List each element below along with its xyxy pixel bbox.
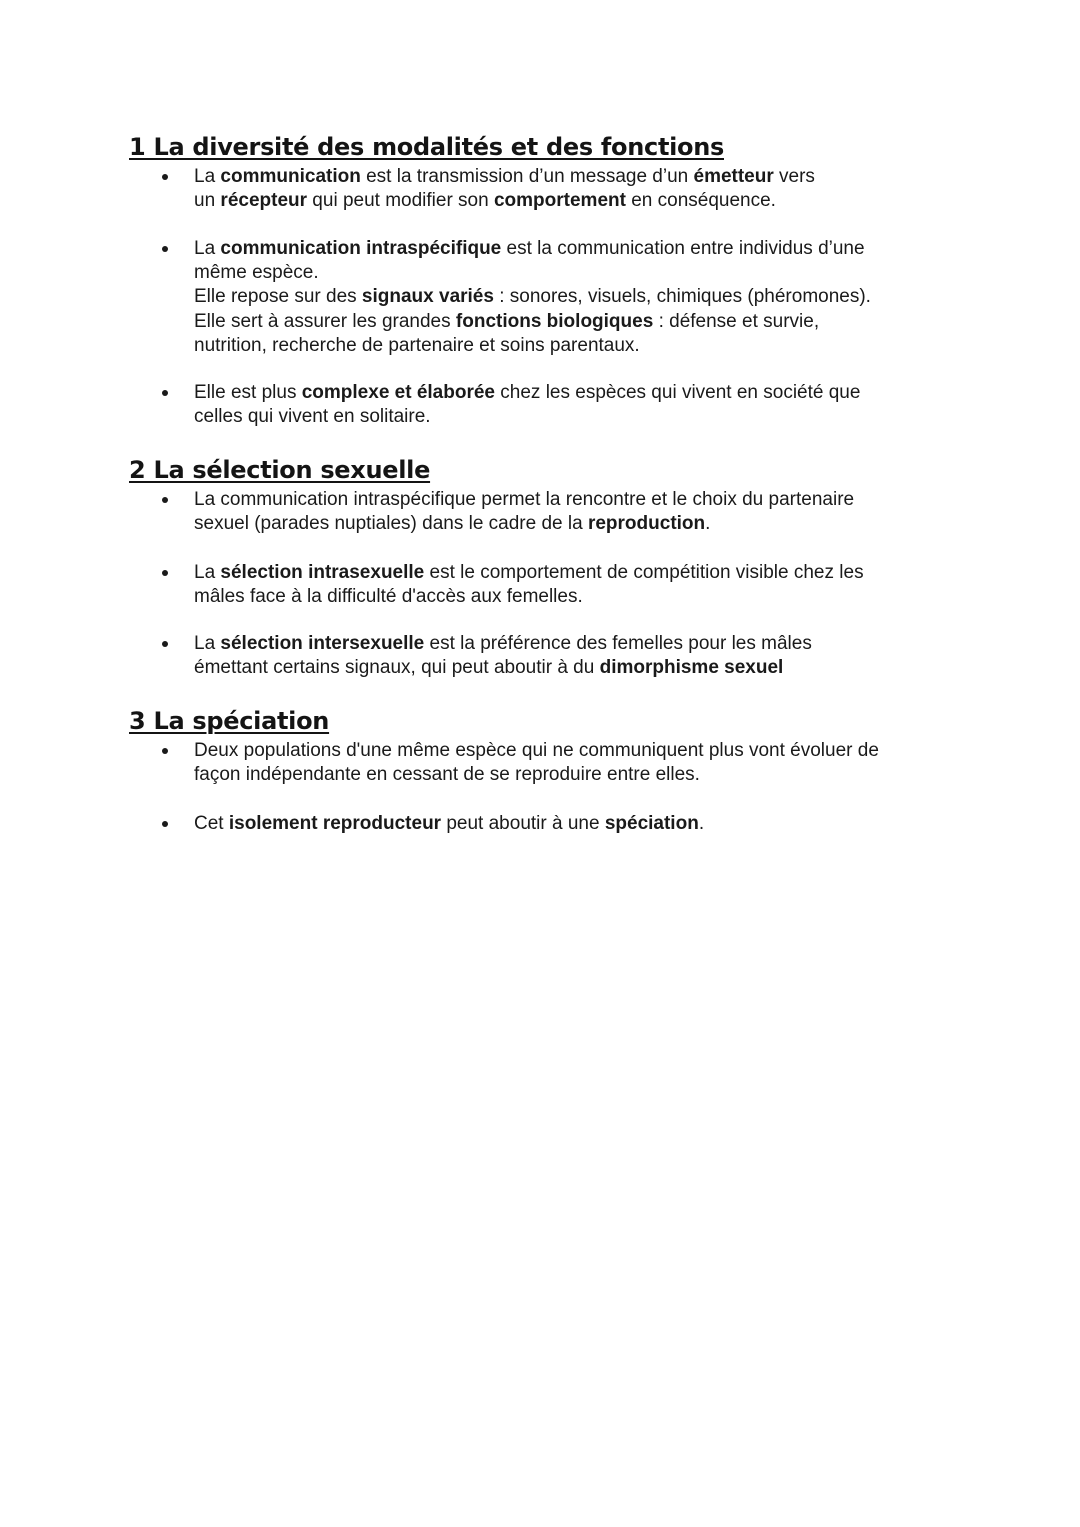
section-heading: 1 La diversité des modalités et des fonctions — [129, 133, 724, 161]
text-run: . — [698, 813, 705, 834]
text-line — [194, 656, 974, 680]
bullet-icon — [162, 174, 168, 180]
text-run: sexuel (parades nuptiales) dans le cadre de la — [194, 513, 588, 535]
text-run: émettant certains signaux, qui peut aboutir à du — [194, 657, 600, 679]
text-run: Elle sert à assurer les grandes — [194, 310, 456, 332]
text-line — [194, 381, 974, 405]
text-run: nutrition, recherche de partenaire et soins parentaux. — [194, 334, 640, 356]
bold-term: dimorphisme sexuel — [599, 657, 784, 679]
text-run: La — [194, 166, 221, 187]
text-line — [194, 512, 974, 536]
text-run: La — [194, 238, 221, 259]
section-heading: 2 La sélection sexuelle — [129, 456, 431, 484]
text-run: Cet — [194, 813, 229, 834]
bullet-paragraph — [194, 381, 974, 429]
text-run: est la communication entre individus d’une — [501, 238, 865, 259]
bold-term: sélection intersexuelle — [220, 633, 425, 654]
bullet-icon — [162, 390, 168, 396]
text-line — [194, 189, 974, 213]
bullet-paragraph — [194, 632, 974, 680]
bullet-paragraph — [194, 812, 974, 836]
text-run: La — [194, 633, 221, 654]
bullet-icon — [162, 246, 168, 252]
bold-term: communication — [220, 166, 361, 187]
bold-term: récepteur — [220, 190, 308, 212]
text-run: est la préférence des femelles pour les mâles — [424, 633, 812, 654]
bold-term: spéciation — [604, 813, 699, 834]
text-line — [194, 561, 974, 585]
text-run: qui peut modifier son — [307, 190, 494, 212]
bold-term: sélection intrasexuelle — [220, 562, 425, 583]
bullet-paragraph — [194, 237, 974, 358]
text-run: un — [194, 190, 221, 212]
bullet-icon — [162, 497, 168, 503]
text-line — [194, 812, 974, 836]
text-line — [194, 585, 974, 609]
bullet-icon — [162, 570, 168, 576]
bold-term: communication intraspécifique — [220, 238, 502, 259]
bold-term: fonctions biologiques — [455, 310, 654, 332]
text-line — [194, 739, 974, 763]
bullet-icon — [162, 641, 168, 647]
bullet-icon — [162, 821, 168, 827]
text-line — [194, 165, 974, 189]
bullet-paragraph — [194, 739, 974, 787]
text-run: La — [194, 562, 221, 583]
text-run: est le comportement de compétition visible chez les — [424, 562, 864, 583]
text-run: Elle est plus — [194, 382, 302, 403]
bold-term: comportement — [493, 190, 626, 212]
text-run: mâles face à la difficulté d'accès aux femelles. — [194, 586, 583, 608]
bullet-paragraph — [194, 165, 974, 213]
bullet-paragraph — [194, 561, 974, 609]
text-run: . — [705, 513, 711, 535]
text-run: peut aboutir à une — [441, 813, 605, 834]
bullet-paragraph — [194, 488, 974, 536]
text-run: chez les espèces qui vivent en société que — [495, 382, 861, 403]
bold-term: reproduction — [587, 513, 706, 535]
text-line — [194, 237, 974, 261]
text-run: façon indépendante en cessant de se reproduire entre elles. — [194, 764, 700, 786]
text-run: : défense et survie, — [653, 310, 820, 332]
text-run: en conséquence. — [625, 190, 776, 212]
bold-term: complexe et élaborée — [301, 382, 495, 403]
text-run: Elle repose sur des — [194, 286, 362, 308]
text-run: La communication intraspécifique permet la rencontre et le choix du partenaire — [194, 489, 855, 510]
bold-term: isolement reproducteur — [228, 813, 442, 834]
text-run: : sonores, visuels, chimiques (phéromones). — [493, 286, 871, 308]
bold-term: émetteur — [693, 166, 774, 187]
text-line — [194, 261, 974, 285]
text-run: même espèce. — [194, 262, 319, 284]
bold-term: signaux variés — [361, 286, 494, 308]
text-run: Deux populations d'une même espèce qui ne communiquent plus vont évoluer de — [194, 740, 879, 761]
text-line — [194, 334, 974, 358]
text-line — [194, 285, 974, 309]
text-line — [194, 763, 974, 787]
text-line — [194, 405, 974, 429]
text-line — [194, 632, 974, 656]
bullet-icon — [162, 748, 168, 754]
text-run: est la transmission d’un message d’un — [360, 166, 694, 187]
text-line — [194, 488, 974, 512]
text-line — [194, 310, 974, 334]
section-heading: 3 La spéciation — [129, 707, 330, 735]
text-run: celles qui vivent en solitaire. — [194, 406, 431, 428]
text-run: vers — [773, 166, 815, 187]
